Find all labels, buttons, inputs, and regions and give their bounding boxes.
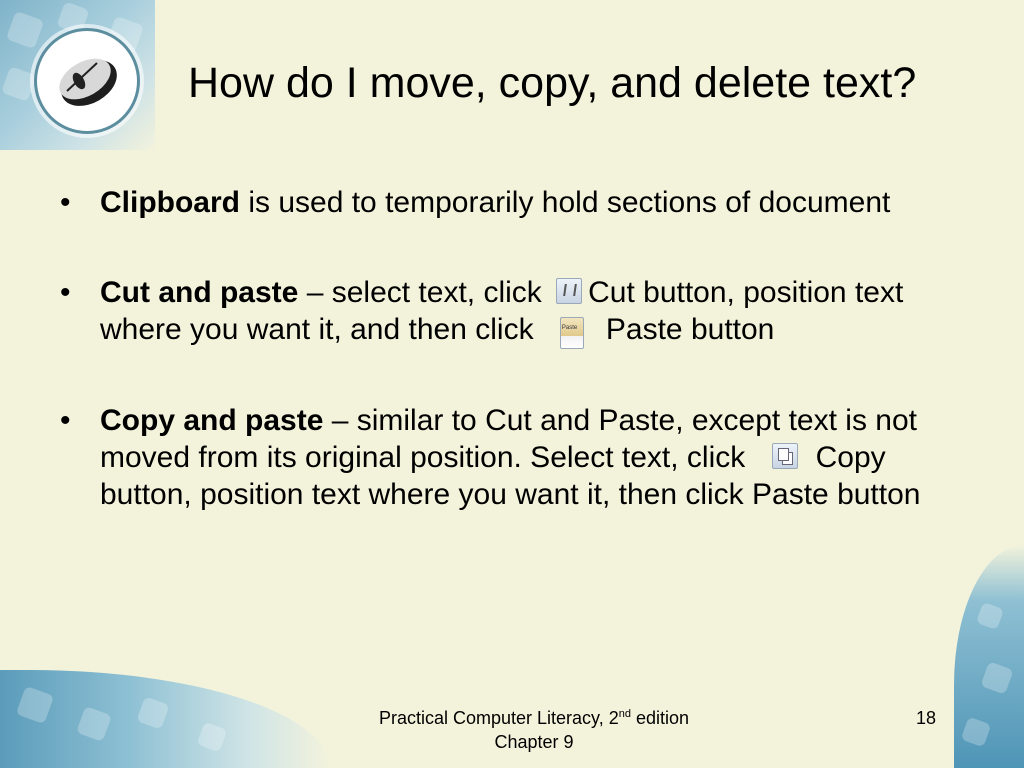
bullet-marker: •: [60, 186, 71, 219]
footer-book-title: Practical Computer Literacy, 2nd edition: [378, 708, 690, 728]
paste-icon: [560, 317, 584, 349]
decorative-corner-bottom-right: [954, 545, 1024, 768]
bullet-term: Clipboard: [100, 186, 240, 219]
decorative-corner-bottom-left: [0, 670, 330, 768]
computer-mouse-icon: [34, 28, 140, 134]
bullet-marker: •: [60, 404, 71, 437]
bullet-cut-and-paste: [60, 274, 960, 349]
footer-chapter: Chapter 9: [494, 732, 574, 752]
bullet-term: Copy and paste: [100, 404, 324, 437]
page-number: 18: [916, 708, 937, 728]
bullet-text: – similar to Cut and Paste, except text is not moved from its original position. Select text, click: [100, 404, 917, 474]
bullet-marker: •: [60, 276, 71, 309]
bullet-text: is used to temporarily hold sections of document: [240, 186, 891, 219]
bullet-term: Cut and paste: [100, 276, 299, 309]
bullet-list: [60, 184, 960, 566]
bullet-copy-and-paste: [60, 402, 960, 513]
slide-title: How do I move, copy, and delete text?: [188, 59, 917, 107]
bullet-text: Copy button, position text where you want it, then click Paste button: [100, 441, 921, 511]
cut-icon: [556, 278, 582, 304]
bullet-text: Paste button: [605, 313, 775, 346]
copy-icon: [772, 443, 798, 469]
bullet-text: Cut button, position text where you want it, and then click: [100, 276, 904, 346]
bullet-clipboard: [60, 184, 960, 221]
bullet-text: – select text, click: [298, 276, 551, 309]
footer-book-info: [334, 706, 734, 754]
